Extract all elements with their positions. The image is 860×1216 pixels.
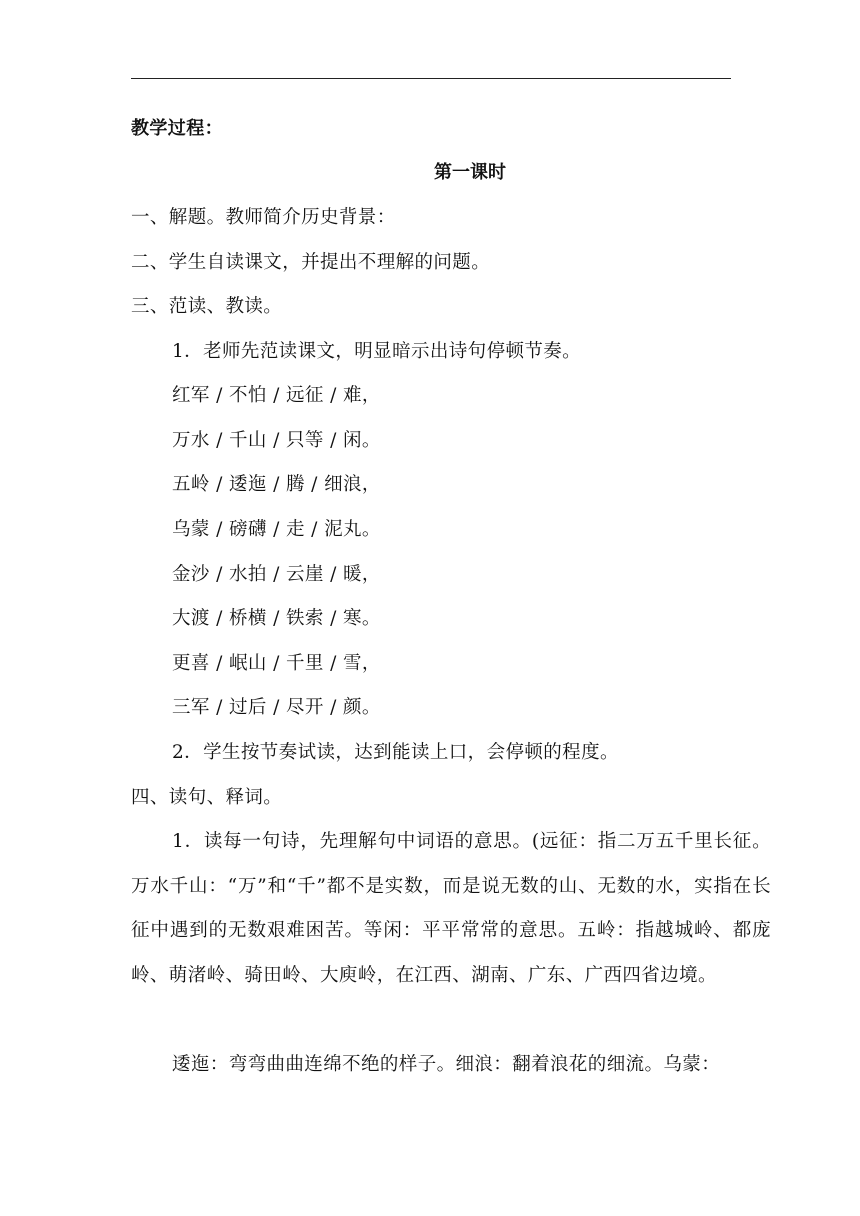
lesson-title: 第一课时 bbox=[434, 162, 506, 183]
list-item-4: 四、读句、释词。 bbox=[131, 787, 283, 808]
poem-line: 乌蒙 / 磅礴 / 走 / 泥丸。 bbox=[172, 519, 381, 540]
poem-line: 三军 / 过后 / 尽开 / 颜。 bbox=[172, 697, 381, 718]
poem-line: 万水 / 千山 / 只等 / 闲。 bbox=[172, 430, 381, 451]
list-item-1: 一、解题。教师简介历史背景： bbox=[131, 207, 396, 228]
step-2: 2．学生按节奏试读，达到能读上口，会停顿的程度。 bbox=[172, 742, 619, 763]
poem-line: 红军 / 不怕 / 远征 / 难， bbox=[172, 385, 381, 406]
poem-line: 金沙 / 水拍 / 云崖 / 暖， bbox=[172, 564, 381, 585]
list-item-2: 二、学生自读课文，并提出不理解的问题。 bbox=[131, 252, 491, 273]
explanation-paragraph-2: 逶迤：弯弯曲曲连绵不绝的样子。细浪：翻着浪花的细流。乌蒙： bbox=[172, 1054, 721, 1075]
step-1: 1．老师先范读课文，明显暗示出诗句停顿节奏。 bbox=[172, 341, 582, 362]
header-rule bbox=[131, 78, 731, 79]
explanation-paragraph: 1．读每一句诗，先理解句中词语的意思。(远征：指二万五千里长征。万水千山：“万”和“千”都不是实数，而是说无数的山、无数的水，实指在长征中遇到的无数艰难困苦。等闲：平平常常的意思。五岭：指越城岭、都庞岭、萌渚岭、骑田岭、大庾岭，在江西、湖南、广东、广西四省边境。 bbox=[131, 831, 771, 986]
list-item-3: 三、范读、教读。 bbox=[131, 296, 283, 317]
poem-line: 更喜 / 岷山 / 千里 / 雪， bbox=[172, 653, 381, 674]
section-heading: 教学过程： bbox=[131, 118, 223, 139]
poem-line: 五岭 / 逶迤 / 腾 / 细浪， bbox=[172, 474, 381, 495]
poem-line: 大渡 / 桥横 / 铁索 / 寒。 bbox=[172, 608, 381, 629]
